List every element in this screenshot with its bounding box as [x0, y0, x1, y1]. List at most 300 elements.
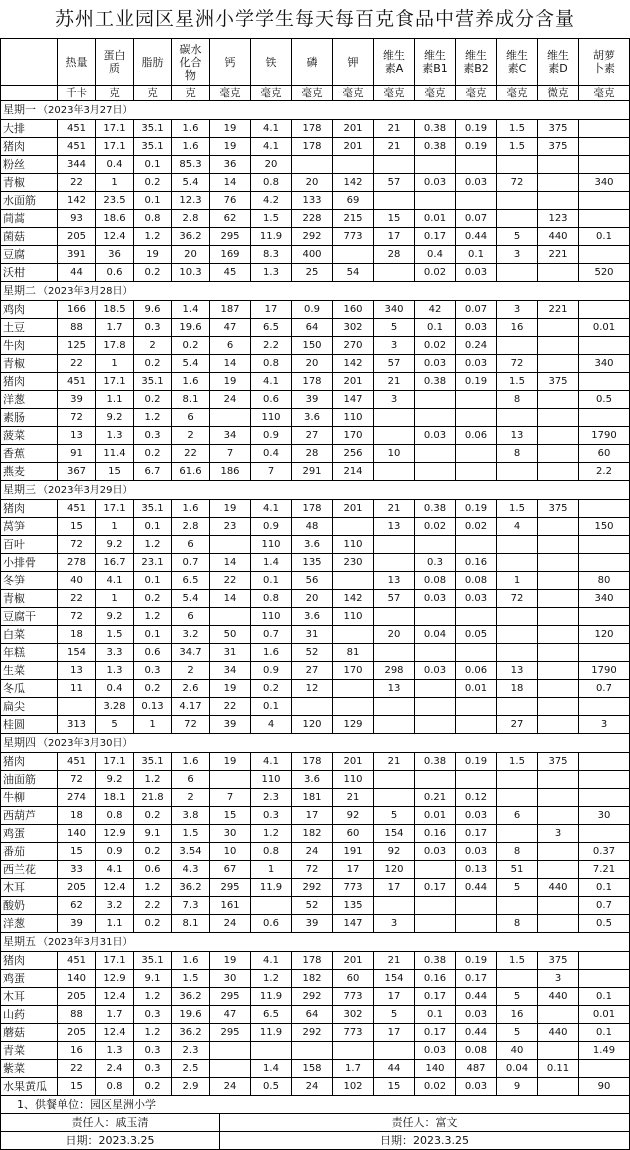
value-cell: 0.38: [415, 120, 456, 138]
value-cell: 2: [172, 789, 210, 807]
value-cell: 178: [292, 120, 333, 138]
date-left: 日期：2023.3.25: [1, 1132, 220, 1150]
unit-cell: 毫克: [333, 86, 374, 101]
value-cell: 228: [292, 210, 333, 228]
value-cell: 28: [292, 445, 333, 463]
unit-cell: 克: [96, 86, 134, 101]
value-cell: 21: [333, 789, 374, 807]
value-cell: 0.2: [172, 337, 210, 355]
value-cell: 0.08: [456, 1042, 497, 1060]
food-name: 猪肉: [1, 753, 58, 771]
value-cell: 36.2: [172, 1024, 210, 1042]
table-row: [1, 680, 630, 698]
value-cell: 0.02: [456, 518, 497, 536]
value-cell: [415, 409, 456, 427]
value-cell: 0.04: [497, 1060, 538, 1078]
value-cell: [251, 897, 292, 915]
food-name: 年糕: [1, 644, 58, 662]
food-name: 洋葱: [1, 915, 58, 933]
value-cell: 292: [292, 988, 333, 1006]
table-row: [1, 698, 630, 716]
value-cell: [374, 427, 415, 445]
value-cell: 17.1: [96, 952, 134, 970]
table-row: [1, 391, 630, 409]
column-header-line: 钙: [224, 55, 236, 69]
value-cell: 18.6: [96, 210, 134, 228]
value-cell: 201: [333, 952, 374, 970]
table-row: [1, 228, 630, 246]
table-row: [1, 915, 630, 933]
food-name: 莴笋: [1, 518, 58, 536]
value-cell: 170: [333, 662, 374, 680]
value-cell: 0.1: [579, 879, 630, 897]
value-cell: [415, 915, 456, 933]
food-name: 油面筋: [1, 771, 58, 789]
value-cell: 0.2: [134, 807, 172, 825]
value-cell: [210, 1060, 251, 1078]
value-cell: 160: [333, 301, 374, 319]
value-cell: 0.1: [251, 572, 292, 590]
column-header: [333, 39, 374, 86]
value-cell: 3: [538, 825, 579, 843]
value-cell: 0.8: [134, 210, 172, 228]
value-cell: 17.1: [96, 138, 134, 156]
weekday-label: 星期三: [3, 483, 36, 496]
table-row: [1, 861, 630, 879]
value-cell: [497, 644, 538, 662]
value-cell: 35.1: [134, 500, 172, 518]
value-cell: 1.6: [172, 373, 210, 391]
value-cell: 205: [58, 1024, 96, 1042]
value-cell: 2: [172, 662, 210, 680]
value-cell: 21.8: [134, 789, 172, 807]
value-cell: 21: [374, 753, 415, 771]
table-row: [1, 210, 630, 228]
value-cell: 19: [134, 246, 172, 264]
value-cell: 451: [58, 120, 96, 138]
value-cell: [374, 789, 415, 807]
value-cell: 0.03: [415, 843, 456, 861]
table-row: [1, 518, 630, 536]
value-cell: 451: [58, 373, 96, 391]
value-cell: 0.1: [456, 246, 497, 264]
value-cell: 40: [497, 1042, 538, 1060]
value-cell: 27: [292, 427, 333, 445]
table-row: [1, 572, 630, 590]
value-cell: 0.02: [415, 518, 456, 536]
value-cell: 5: [497, 1024, 538, 1042]
value-cell: 278: [58, 554, 96, 572]
value-cell: [538, 716, 579, 734]
value-cell: [333, 572, 374, 590]
value-cell: 773: [333, 988, 374, 1006]
column-header-line: 物: [185, 68, 196, 82]
food-name: 沃柑: [1, 264, 58, 282]
value-cell: 1.5: [172, 825, 210, 843]
value-cell: 17: [292, 807, 333, 825]
unit-cell: 毫克: [292, 86, 333, 101]
value-cell: 0.2: [134, 843, 172, 861]
value-cell: 270: [333, 337, 374, 355]
value-cell: [415, 536, 456, 554]
value-cell: 205: [58, 988, 96, 1006]
column-header-line: 维生: [465, 49, 487, 62]
value-cell: [538, 843, 579, 861]
weekday-label: 星期四: [3, 736, 36, 749]
value-cell: 0.38: [415, 500, 456, 518]
value-cell: 0.7: [579, 897, 630, 915]
value-cell: 9.1: [134, 825, 172, 843]
value-cell: [456, 771, 497, 789]
value-cell: 17: [374, 879, 415, 897]
value-cell: [456, 192, 497, 210]
value-cell: 178: [292, 500, 333, 518]
value-cell: 313: [58, 716, 96, 734]
value-cell: 13: [58, 427, 96, 445]
value-cell: 2.8: [172, 518, 210, 536]
value-cell: 0.5: [251, 1078, 292, 1096]
value-cell: 0.44: [456, 879, 497, 897]
value-cell: 110: [251, 608, 292, 626]
value-cell: 0.17: [415, 879, 456, 897]
value-cell: 344: [58, 156, 96, 174]
value-cell: 400: [292, 246, 333, 264]
value-cell: [415, 156, 456, 174]
value-cell: 0.3: [134, 427, 172, 445]
value-cell: [579, 373, 630, 391]
value-cell: 0.2: [134, 355, 172, 373]
value-cell: 19: [210, 373, 251, 391]
value-cell: 15: [58, 843, 96, 861]
value-cell: 28: [374, 246, 415, 264]
value-cell: 150: [579, 518, 630, 536]
value-cell: [415, 608, 456, 626]
value-cell: 19: [210, 680, 251, 698]
food-name: 鸡蛋: [1, 970, 58, 988]
table-row: [1, 246, 630, 264]
food-name: 猪肉: [1, 138, 58, 156]
value-cell: 205: [58, 228, 96, 246]
value-cell: 0.5: [579, 915, 630, 933]
value-cell: 3.6: [292, 771, 333, 789]
value-cell: 0.19: [456, 500, 497, 518]
value-cell: 205: [58, 879, 96, 897]
value-cell: 3.6: [292, 536, 333, 554]
value-cell: [251, 1042, 292, 1060]
value-cell: 375: [538, 373, 579, 391]
table-row: [1, 644, 630, 662]
value-cell: 0.02: [415, 1078, 456, 1096]
value-cell: 367: [58, 463, 96, 481]
value-cell: 142: [58, 192, 96, 210]
value-cell: 0.12: [456, 789, 497, 807]
table-row: [1, 789, 630, 807]
value-cell: 0.04: [415, 626, 456, 644]
value-cell: 36.2: [172, 988, 210, 1006]
value-cell: 0.06: [456, 662, 497, 680]
value-cell: 1.2: [251, 970, 292, 988]
table-row: [1, 590, 630, 608]
food-name: 紫菜: [1, 1060, 58, 1078]
value-cell: 33: [58, 861, 96, 879]
value-cell: 69: [333, 192, 374, 210]
value-cell: 201: [333, 120, 374, 138]
value-cell: 21: [374, 952, 415, 970]
value-cell: 22: [210, 572, 251, 590]
table-row: [1, 554, 630, 572]
value-cell: 42: [415, 301, 456, 319]
value-cell: 18.1: [96, 789, 134, 807]
value-cell: 11.9: [251, 879, 292, 897]
value-cell: 1.6: [172, 500, 210, 518]
value-cell: 24: [292, 1078, 333, 1096]
value-cell: 147: [333, 391, 374, 409]
food-name: 木耳: [1, 879, 58, 897]
value-cell: 12.4: [96, 988, 134, 1006]
value-cell: 18.5: [96, 301, 134, 319]
value-cell: [456, 897, 497, 915]
value-cell: 6.7: [134, 463, 172, 481]
value-cell: 0.4: [415, 246, 456, 264]
value-cell: 23.1: [134, 554, 172, 572]
value-cell: [292, 1042, 333, 1060]
value-cell: 178: [292, 138, 333, 156]
value-cell: 0.07: [456, 210, 497, 228]
value-cell: 3: [497, 301, 538, 319]
value-cell: 0.9: [96, 843, 134, 861]
value-cell: 178: [292, 952, 333, 970]
value-cell: 17.1: [96, 753, 134, 771]
value-cell: [538, 427, 579, 445]
food-name: 茼蒿: [1, 210, 58, 228]
value-cell: 4.1: [251, 373, 292, 391]
value-cell: 166: [58, 301, 96, 319]
value-cell: 773: [333, 228, 374, 246]
value-cell: 187: [210, 301, 251, 319]
day-date: （2023年3月31日）: [38, 937, 133, 948]
table-row: [1, 1060, 630, 1078]
value-cell: 9.2: [96, 771, 134, 789]
column-header-line: 质: [109, 62, 120, 75]
value-cell: 35.1: [134, 753, 172, 771]
value-cell: 3: [374, 391, 415, 409]
value-cell: 1.6: [172, 120, 210, 138]
value-cell: 80: [579, 572, 630, 590]
value-cell: 13: [374, 518, 415, 536]
food-name: 牛肉: [1, 337, 58, 355]
value-cell: 1.5: [497, 753, 538, 771]
day-header-row: [1, 933, 630, 952]
value-cell: 2.2: [251, 337, 292, 355]
day-header-row: [1, 734, 630, 753]
food-name: 青菜: [1, 1042, 58, 1060]
value-cell: 1: [251, 861, 292, 879]
value-cell: 5: [374, 1006, 415, 1024]
value-cell: 1.2: [134, 988, 172, 1006]
table-row: [1, 120, 630, 138]
value-cell: 2: [134, 337, 172, 355]
value-cell: 340: [579, 355, 630, 373]
table-row: [1, 409, 630, 427]
value-cell: 0.37: [579, 843, 630, 861]
value-cell: 340: [579, 174, 630, 192]
value-cell: 5: [497, 988, 538, 1006]
value-cell: 39: [58, 391, 96, 409]
value-cell: 0.1: [134, 572, 172, 590]
day-label-cell: [1, 282, 630, 301]
value-cell: 39: [210, 716, 251, 734]
value-cell: 110: [333, 409, 374, 427]
value-cell: 0.2: [134, 445, 172, 463]
table-row: [1, 138, 630, 156]
table-row: [1, 716, 630, 734]
value-cell: 5.4: [172, 174, 210, 192]
value-cell: 39: [58, 915, 96, 933]
food-name: 青椒: [1, 590, 58, 608]
value-cell: 129: [333, 716, 374, 734]
value-cell: 57: [374, 590, 415, 608]
value-cell: 201: [333, 138, 374, 156]
column-header: [172, 39, 210, 86]
value-cell: 6.5: [251, 1006, 292, 1024]
value-cell: 375: [538, 120, 579, 138]
value-cell: 0.08: [456, 572, 497, 590]
food-name: 猪肉: [1, 373, 58, 391]
value-cell: [210, 536, 251, 554]
value-cell: [374, 554, 415, 572]
value-cell: 0.03: [415, 1042, 456, 1060]
value-cell: [538, 807, 579, 825]
day-header-row: [1, 101, 630, 120]
value-cell: 60: [579, 445, 630, 463]
table-row: [1, 192, 630, 210]
value-cell: 20: [292, 174, 333, 192]
value-cell: [497, 789, 538, 807]
value-cell: 22: [58, 355, 96, 373]
value-cell: 1.1: [96, 391, 134, 409]
value-cell: 0.4: [96, 156, 134, 174]
value-cell: 3: [579, 716, 630, 734]
unit-cell: 千卡: [58, 86, 96, 101]
value-cell: 0.44: [456, 228, 497, 246]
value-cell: [538, 771, 579, 789]
value-cell: 0.2: [134, 174, 172, 192]
value-cell: 47: [210, 1006, 251, 1024]
value-cell: 186: [210, 463, 251, 481]
value-cell: 72: [58, 771, 96, 789]
value-cell: 0.03: [456, 355, 497, 373]
unit-cell: 微克: [538, 86, 579, 101]
value-cell: 4: [497, 518, 538, 536]
value-cell: 9: [497, 1078, 538, 1096]
food-name: 素肠: [1, 409, 58, 427]
value-cell: 76: [210, 192, 251, 210]
value-cell: 340: [579, 590, 630, 608]
value-cell: 21: [374, 500, 415, 518]
value-cell: 3.28: [96, 698, 134, 716]
value-cell: 1.7: [333, 1060, 374, 1078]
value-cell: 44: [374, 1060, 415, 1078]
food-name: 豆腐: [1, 246, 58, 264]
value-cell: 11: [58, 680, 96, 698]
value-cell: 62: [58, 897, 96, 915]
food-name: 冬瓜: [1, 680, 58, 698]
value-cell: 1.1: [96, 915, 134, 933]
value-cell: 0.17: [415, 988, 456, 1006]
table-row: [1, 536, 630, 554]
value-cell: 5: [374, 319, 415, 337]
value-cell: 0.8: [96, 1078, 134, 1096]
value-cell: [497, 897, 538, 915]
food-name: 水面筋: [1, 192, 58, 210]
value-cell: 170: [333, 427, 374, 445]
value-cell: [538, 337, 579, 355]
column-header: [134, 39, 172, 86]
value-cell: [579, 970, 630, 988]
value-cell: 0.17: [415, 228, 456, 246]
value-cell: 5: [497, 228, 538, 246]
food-name: 番茄: [1, 843, 58, 861]
value-cell: 0.1: [134, 518, 172, 536]
table-row: [1, 174, 630, 192]
value-cell: 292: [292, 1024, 333, 1042]
value-cell: 6: [497, 807, 538, 825]
value-cell: 50: [210, 626, 251, 644]
value-cell: 16: [497, 319, 538, 337]
food-name: 蘑菇: [1, 1024, 58, 1042]
value-cell: [579, 825, 630, 843]
value-cell: 72: [172, 716, 210, 734]
table-row: [1, 355, 630, 373]
value-cell: 10: [210, 843, 251, 861]
food-name: 百叶: [1, 536, 58, 554]
value-cell: [538, 644, 579, 662]
value-cell: 51: [497, 861, 538, 879]
value-cell: 0.44: [456, 988, 497, 1006]
value-cell: 8.3: [251, 246, 292, 264]
value-cell: 5: [497, 879, 538, 897]
table-row: [1, 843, 630, 861]
value-cell: 14: [210, 174, 251, 192]
value-cell: 0.03: [456, 319, 497, 337]
value-cell: 8: [497, 843, 538, 861]
value-cell: [210, 771, 251, 789]
table-row: [1, 1078, 630, 1096]
value-cell: 15: [58, 518, 96, 536]
value-cell: 1: [497, 572, 538, 590]
value-cell: 93: [58, 210, 96, 228]
value-cell: 0.1: [134, 156, 172, 174]
value-cell: 2.5: [172, 1060, 210, 1078]
value-cell: 1.2: [134, 1024, 172, 1042]
value-cell: 440: [538, 988, 579, 1006]
column-header-line: 化合: [179, 55, 202, 69]
value-cell: [292, 156, 333, 174]
column-header-line: 铁: [265, 55, 277, 69]
value-cell: [374, 771, 415, 789]
value-cell: [415, 445, 456, 463]
food-name: 菠菜: [1, 427, 58, 445]
value-cell: [538, 518, 579, 536]
value-cell: 1: [134, 716, 172, 734]
food-name: 燕麦: [1, 463, 58, 481]
value-cell: 85.3: [172, 156, 210, 174]
value-cell: [538, 590, 579, 608]
value-cell: 34.7: [172, 644, 210, 662]
table-row: [1, 156, 630, 174]
value-cell: 7.21: [579, 861, 630, 879]
value-cell: 0.1: [134, 192, 172, 210]
